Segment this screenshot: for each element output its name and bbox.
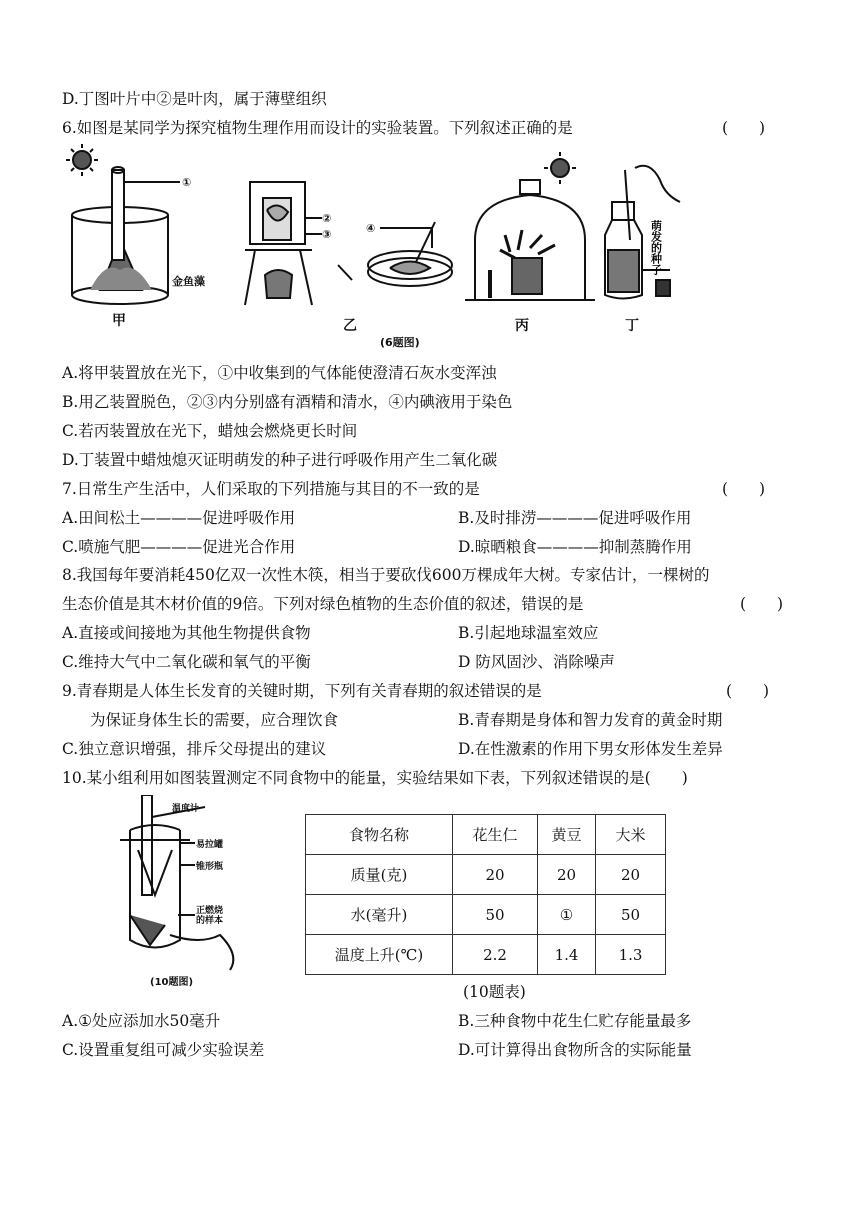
q7-answer-paren: ( ): [722, 480, 766, 498]
table-cell: 质量(克): [306, 855, 453, 895]
label-bing: 丙: [515, 318, 529, 334]
q10-option-d: D.可计算得出食物所含的实际能量: [458, 1041, 692, 1059]
label-seeds: 萌发的种子: [649, 220, 663, 275]
table-cell: 食物名称: [306, 815, 453, 855]
table-cell: 20: [453, 855, 538, 895]
figure-6: [60, 140, 700, 355]
label-fish: 金鱼藻: [172, 275, 205, 288]
label-sample-2: 的样本: [196, 916, 224, 926]
mark-3: ③: [322, 228, 332, 241]
q8-option-b: B.引起地球温室效应: [458, 624, 599, 642]
q9-option-b: B.青春期是身体和智力发育的黄金时期: [458, 711, 723, 729]
q9-option-c: C.独立意识增强，排斥父母提出的建议: [62, 740, 327, 758]
label-can: 易拉罐: [196, 840, 224, 850]
q9-stem: 9.青春期是人体生长发育的关键时期，下列有关青春期的叙述错误的是: [62, 682, 542, 700]
table-cell: 温度上升(℃): [306, 935, 453, 975]
q10-stem: 10.某小组利用如图装置测定不同食物中的能量，实验结果如下表，下列叙述错误的是( ): [62, 769, 688, 787]
q9-answer-paren: ( ): [726, 682, 770, 700]
table-cell: 1.3: [596, 935, 666, 975]
q10-option-a: A.①处应添加水50毫升: [62, 1012, 221, 1030]
table-cell: 20: [596, 855, 666, 895]
q8-stem-line2: 生态价值是其木材价值的9倍。下列对绿色植物的生态价值的叙述，错误的是: [62, 595, 584, 613]
table-cell: 50: [596, 895, 666, 935]
table-cell: 花生仁: [453, 815, 538, 855]
q7-option-c: C.喷施气肥————促进光合作用: [62, 538, 296, 556]
sun-icon: [66, 144, 98, 176]
figure-10-caption: (10题图): [150, 977, 194, 988]
figure-10: [110, 795, 260, 990]
q8-answer-paren: ( ): [740, 595, 784, 613]
q6-option-a: A.将甲装置放在光下，①中收集到的气体能使澄清石灰水变浑浊: [62, 364, 497, 382]
petri-dish: [338, 222, 452, 286]
table-cell: 50: [453, 895, 538, 935]
q6-option-b: B.用乙装置脱色，②③内分别盛有酒精和清水，④内碘液用于染色: [62, 393, 513, 411]
table-cell: ①: [538, 895, 596, 935]
figure-6-caption: (6题图): [380, 336, 420, 349]
table-cell: 水(毫升): [306, 895, 453, 935]
table-row: [306, 935, 666, 975]
apparatus-jia: [72, 167, 180, 304]
label-flask: 锥形瓶: [196, 862, 224, 872]
q7-stem: 7.日常生产生活中，人们采取的下列措施与其目的不一致的是: [62, 480, 480, 498]
q5-option-d: D.丁图叶片中②是叶肉，属于薄壁组织: [62, 90, 327, 108]
table-row: [306, 855, 666, 895]
mark-1: ①: [182, 176, 192, 189]
table-cell: 2.2: [453, 935, 538, 975]
food-energy-table: [305, 814, 666, 975]
label-jia: 甲: [112, 313, 126, 329]
q7-option-b: B.及时排涝————促进呼吸作用: [458, 509, 692, 527]
table-cell: 1.4: [538, 935, 596, 975]
table-cell: 黄豆: [538, 815, 596, 855]
mark-2: ②: [322, 212, 332, 225]
q9-option-a: 为保证身体生长的需要，应合理饮食: [90, 711, 339, 729]
q8-option-a: A.直接或间接地为其他生物提供食物: [62, 624, 311, 642]
q6-stem: 6.如图是某同学为探究植物生理作用而设计的实验装置。下列叙述正确的是: [62, 119, 573, 137]
q9-option-d: D.在性激素的作用下男女形体发生差异: [458, 740, 723, 758]
label-sample-1: 正燃烧: [196, 906, 224, 916]
q10-option-b: B.三种食物中花生仁贮存能量最多: [458, 1012, 692, 1030]
label-thermometer: 温度计: [172, 804, 200, 814]
apparatus-bing: [465, 180, 595, 300]
table-row: [306, 815, 666, 855]
apparatus-yi: [245, 182, 322, 305]
table-caption: (10题表): [463, 983, 526, 1001]
q6-option-c: C.若丙装置放在光下，蜡烛会燃烧更长时间: [62, 422, 358, 440]
q6-answer-paren: ( ): [722, 119, 766, 137]
label-ding: 丁: [625, 318, 639, 334]
apparatus-ding: [605, 166, 680, 299]
q7-option-d: D.晾晒粮食————抑制蒸腾作用: [458, 538, 692, 556]
q10-option-c: C.设置重复组可减少实验误差: [62, 1041, 265, 1059]
table-row: [306, 895, 666, 935]
mark-4: ④: [366, 222, 376, 235]
q6-option-d: D.丁装置中蜡烛熄灭证明萌发的种子进行呼吸作用产生二氧化碳: [62, 451, 498, 469]
q8-stem-line1: 8.我国每年要消耗450亿双一次性木筷，相当于要砍伐600万棵成年大树。专家估计，一棵树的: [62, 566, 710, 584]
table-cell: 大米: [596, 815, 666, 855]
sun-icon: [544, 152, 576, 184]
label-yi: 乙: [343, 318, 357, 334]
q8-option-c: C.维持大气中二氧化碳和氧气的平衡: [62, 653, 311, 671]
q7-option-a: A.田间松土————促进呼吸作用: [62, 509, 296, 527]
table-cell: 20: [538, 855, 596, 895]
q8-option-d: D 防风固沙、消除噪声: [458, 653, 615, 671]
